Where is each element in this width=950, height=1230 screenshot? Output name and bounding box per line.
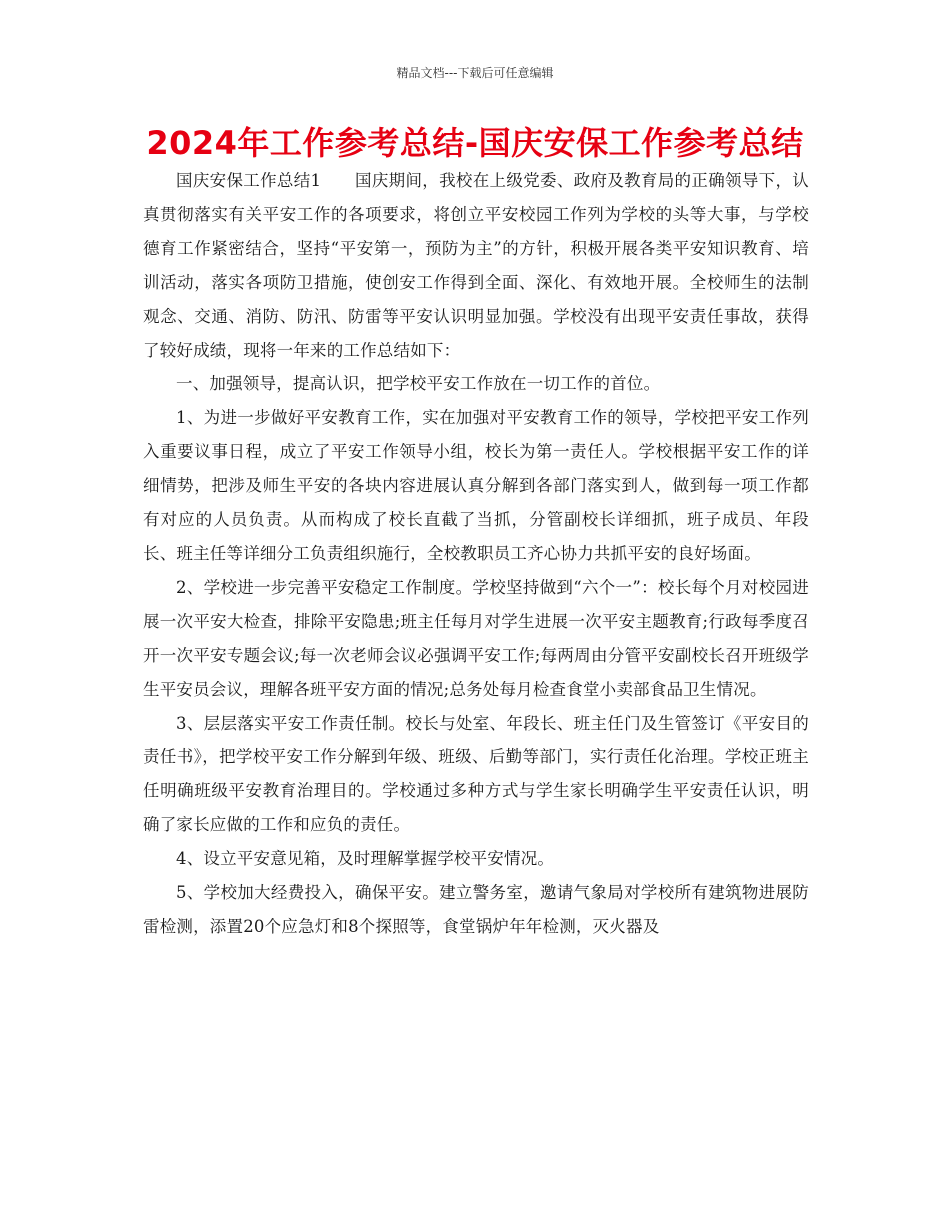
- document-title: 2024年工作参考总结-国庆安保工作参考总结: [146, 124, 804, 162]
- paragraph-item-4: 4、设立平安意见箱，及时理解掌握学校平安情况。: [176, 849, 555, 869]
- paragraph-item-5: 5、学校加大经费投入，确保平安。建立警务室，邀请气象局对学校所有建筑物进展防雷检测，添置20个应急灯和8个探照等，食堂锅炉年年检测，灭火器及: [143, 883, 809, 936]
- paragraph-item-2: 2、学校进一步完善平安稳定工作制度。学校坚持做到“六个一”：校长每个月对校园进展一次平安大检查，排除平安隐患;班主任每月对学生进展一次平安主题教育;行政每季度召开一次平安专题会议;每一次老师会议必强调平安工作;每两周由分管平安副校长召开班级学生平安员会议，理解各班平安方面的情况;总务处每月检查食堂小卖部食品卫生情况。: [143, 577, 809, 699]
- paragraph-item-3: 3、层层落实平安工作责任制。校长与处室、年段长、班主任门及生管签订《平安目的责任书》，把学校平安工作分解到年级、班级、后勤等部门，实行责任化治理。学校正班主任明确班级平安教育治理目的。学校通过多种方式与学生家长明确学生平安责任认识，明确了家长应做的工作和应负的责任。: [143, 713, 809, 835]
- paragraph-item-1: 1、为进一步做好平安教育工作，实在加强对平安教育工作的领导，学校把平安工作列入重要议事日程，成立了平安工作领导小组，校长为第一责任人。学校根据平安工作的详细情势，把涉及师生平安的各块内容进展认真分解到各部门落实到人，做到每一项工作都有对应的人员负责。从而构成了校长直截了当抓，分管副校长详细抓，班子成员、年段长、班主任等详细分工负责组织施行，全校教职员工齐心协力共抓平安的良好场面。: [143, 408, 809, 563]
- header-note: 精品文档---下载后可任意编辑: [396, 66, 554, 80]
- paragraph-intro: 国庆安保工作总结1 国庆期间，我校在上级党委、政府及教育局的正确领导下，认真贯彻落实有关平安工作的各项要求，将创立平安校园工作列为学校的头等大事，与学校德育工作紧密结合，坚持“平安第一，预防为主”的方针，积极开展各类平安知识教育、培训活动，落实各项防卫措施，使创安工作得到全面、深化、有效地开展。全校师生的法制观念、交通、消防、防汛、防雷等平安认识明显加强。学校没有出现平安责任事故，获得了较好成绩，现将一年来的工作总结如下：: [143, 171, 809, 360]
- paragraph-section-1-heading: 一、加强领导，提高认识，把学校平安工作放在一切工作的首位。: [176, 374, 661, 394]
- document-body: [143, 164, 809, 944]
